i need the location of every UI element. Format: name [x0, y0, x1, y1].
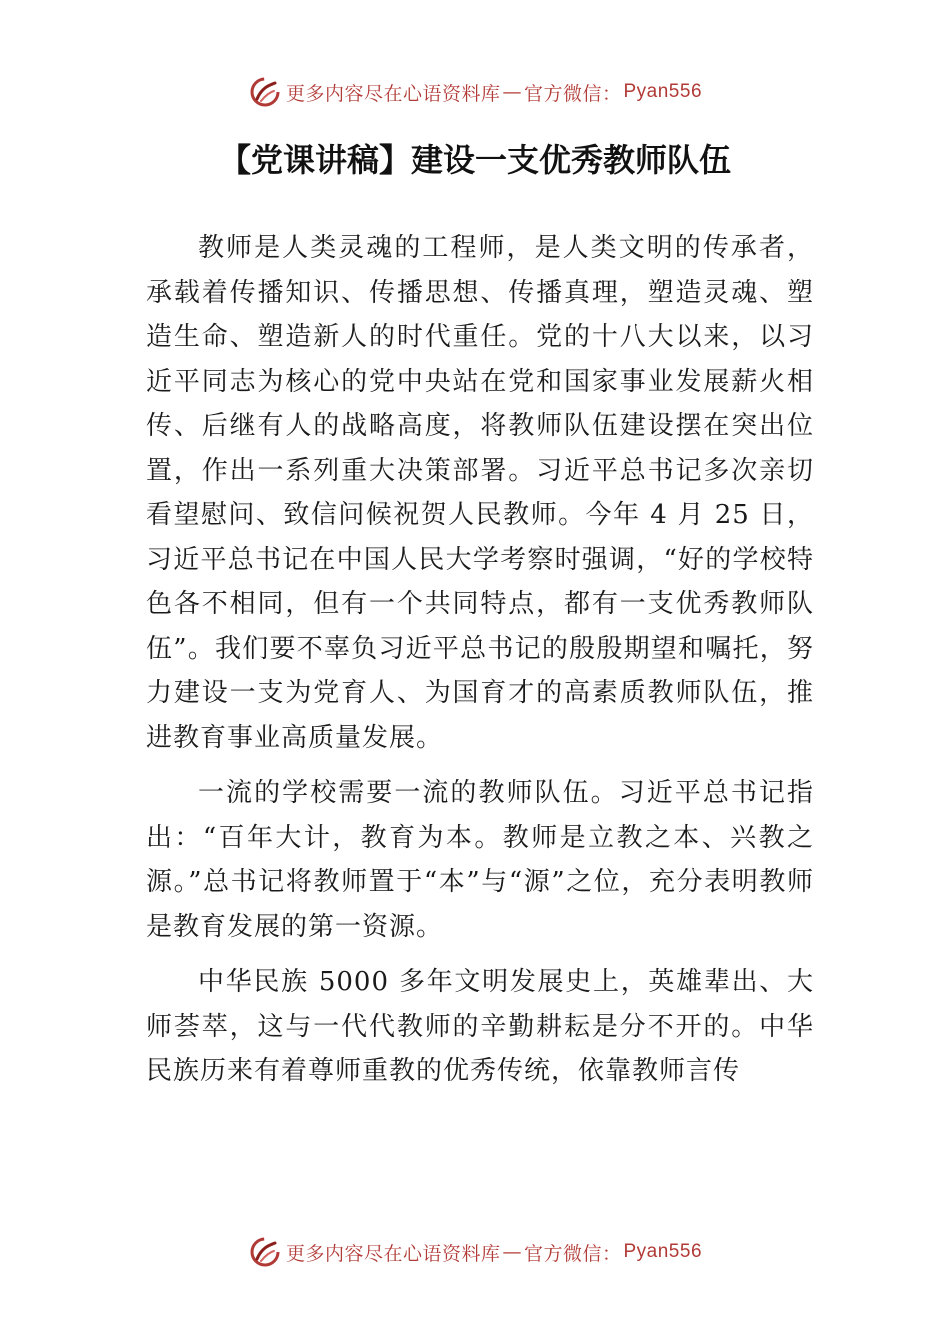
paragraph: 一流的学校需要一流的教师队伍。习近平总书记指出：“百年大计，教育为本。教师是立教之本、兴教之源。”总书记将教师置于“本”与“源”之位，充分表明教师是教育发展的第一资源。	[146, 778, 814, 942]
document-body	[146, 226, 814, 1105]
red-swirl-logo-icon	[248, 1235, 282, 1269]
site-text: 更多内容尽在心语资料库	[285, 1242, 501, 1265]
wechat-id: Pyan556	[623, 81, 703, 102]
red-swirl-logo-icon	[248, 75, 282, 109]
header-watermark	[0, 72, 950, 112]
separator-dash: —	[502, 81, 522, 103]
document-title: 【党课讲稿】建设一支优秀教师队伍	[218, 141, 731, 179]
wechat-label: 官方微信：	[523, 82, 622, 105]
separator-dash: —	[502, 1241, 522, 1263]
wechat-id: Pyan556	[623, 1241, 703, 1262]
paragraph: 中华民族 5000 多年文明发展史上，英雄辈出、大师荟萃，这与一代代教师的辛勤耕耘是分不开的。中华民族历来有着尊师重教的优秀传统，依靠教师言传	[146, 967, 814, 1086]
site-text: 更多内容尽在心语资料库	[285, 82, 501, 105]
paragraph: 教师是人类灵魂的工程师，是人类文明的传承者，承载着传播知识、传播思想、传播真理，塑造灵魂、塑造生命、塑造新人的时代重任。党的十八大以来，以习近平同志为核心的党中央站在党和国家事业发展薪火相传、后继有人的战略高度，将教师队伍建设摆在突出位置，作出一系列重大决策部署。习近平总书记多次亲切看望慰问、致信问候祝贺人民教师。今年 4 月 25 日，习近平总书记在中国人民大学考察时强调，“好的学校特色各不相同，但有一个共同特点，都有一支优秀教师队伍”。我们要不辜负习近平总书记的殷殷期望和嘱托，努力建设一支为党育人、为国育才的高素质教师队伍，推进教育事业高质量发展。	[146, 233, 814, 753]
footer-watermark	[0, 1232, 950, 1272]
wechat-label: 官方微信：	[523, 1242, 622, 1265]
